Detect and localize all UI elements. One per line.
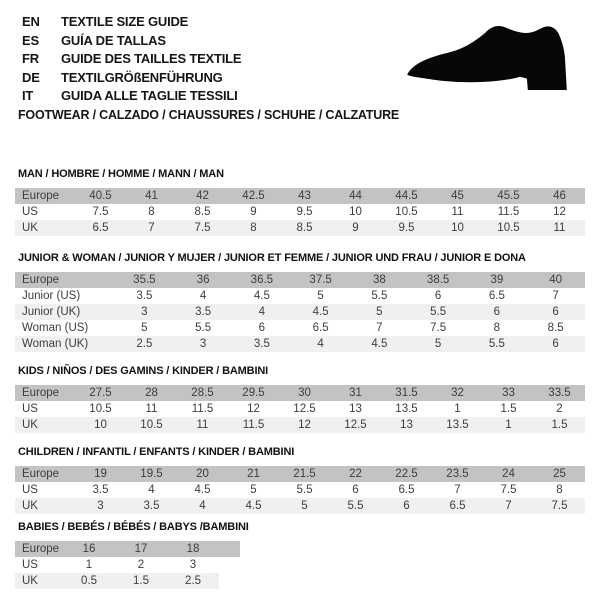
language-code: IT: [22, 88, 34, 103]
size-cell: 4: [148, 484, 155, 496]
size-cell: 4: [258, 306, 266, 318]
size-cell: 42: [196, 190, 209, 202]
size-tables: [15, 168, 585, 589]
size-cell: 8: [250, 222, 257, 234]
language-code: FR: [22, 51, 39, 66]
row-label: UK: [22, 222, 38, 234]
size-cell: 13: [400, 419, 413, 431]
section-title-children: CHILDREN / INFANTIL / ENFANTS / KINDER / BAMBINI: [18, 446, 295, 458]
language-label: TEXTILE SIZE GUIDE: [61, 14, 189, 29]
size-cell: 33: [502, 387, 515, 399]
size-cell: 22.5: [395, 468, 418, 480]
size-cell: 8: [493, 322, 501, 334]
size-cell: 5: [434, 338, 442, 350]
section-title-junior-woman: JUNIOR & WOMAN / JUNIOR Y MUJER / JUNIOR ET FEMME / JUNIOR UND FRAU / JUNIOR E DONA: [18, 252, 526, 264]
size-table: [15, 541, 585, 589]
size-cell: 11: [553, 222, 566, 234]
size-cell: 20: [196, 468, 209, 480]
row-label: UK: [22, 575, 38, 587]
size-cell: 44: [349, 190, 362, 202]
size-cell: 1: [505, 419, 512, 431]
row-label: Junior (US): [22, 290, 81, 302]
size-cell: 5.5: [371, 290, 388, 302]
row-label: US: [22, 484, 38, 496]
size-cell: 2.5: [136, 338, 153, 350]
size-cell: 28.5: [191, 387, 214, 399]
size-table-section-children: [15, 446, 585, 514]
size-cell: 7.5: [430, 322, 447, 334]
size-table-section-man: [15, 168, 585, 236]
row-label: US: [22, 559, 38, 571]
table-row-us: [15, 482, 585, 498]
size-cell: 6: [258, 322, 266, 334]
table-row-woman-uk: [15, 336, 585, 352]
size-cell: 32: [451, 387, 464, 399]
size-cell: 10.5: [89, 403, 112, 415]
language-code: ES: [22, 32, 39, 48]
size-cell: 43: [298, 190, 311, 202]
size-cell: 42.5: [242, 190, 265, 202]
size-table-section-kids: [15, 365, 585, 433]
size-cell: 11: [196, 419, 209, 431]
size-cell: 28: [145, 387, 158, 399]
size-cell: 29.5: [242, 387, 265, 399]
size-cell: 7.5: [551, 500, 568, 512]
size-cell: 12: [298, 419, 311, 431]
size-cell: 17: [134, 543, 148, 555]
size-table-section-junior-woman: [15, 252, 585, 352]
size-cell: 4: [317, 338, 324, 350]
size-cell: 7: [505, 500, 512, 512]
size-cell: 4: [199, 500, 206, 512]
language-row: [22, 69, 241, 88]
table-row-us: [15, 557, 219, 573]
size-cell: 3.5: [253, 338, 270, 350]
size-cell: 41: [145, 190, 158, 202]
size-cell: 39: [490, 274, 504, 286]
table-row-europe: [15, 541, 240, 557]
size-cell: 6.5: [92, 222, 109, 234]
size-cell: 3: [97, 500, 104, 512]
section-title-kids: KIDS / NIÑOS / DES GAMINS / KINDER / BAMBINI: [18, 365, 269, 377]
size-cell: 45: [451, 190, 464, 202]
row-label: US: [22, 403, 38, 415]
size-cell: 1.5: [133, 575, 149, 587]
language-label: TEXTILGRÖßENFÜHRUNG: [61, 69, 223, 85]
size-cell: 31.5: [395, 387, 418, 399]
size-cell: 12: [247, 403, 260, 415]
size-cell: 6.5: [449, 500, 466, 512]
language-header-block: [22, 13, 241, 106]
size-cell: 8.5: [296, 222, 313, 234]
row-label: US: [22, 206, 38, 218]
size-cell: 3.5: [92, 484, 109, 496]
size-table-section-babies: [15, 521, 585, 589]
size-cell: 31: [349, 387, 362, 399]
size-cell: 8: [148, 206, 155, 218]
table-row-junior-us: [15, 288, 585, 304]
size-table: [15, 272, 585, 352]
size-cell: 21: [247, 468, 260, 480]
size-cell: 40: [549, 274, 563, 286]
size-cell: 10: [349, 206, 362, 218]
size-cell: 40.5: [89, 190, 112, 202]
row-label: Woman (US): [22, 322, 89, 334]
size-cell: 45.5: [497, 190, 520, 202]
section-title-babies: BABIES / BEBÉS / BÉBÉS / BABYS /BAMBINI: [18, 521, 249, 533]
size-cell: 5.5: [195, 322, 212, 334]
size-cell: 36: [196, 274, 210, 286]
size-cell: 11: [451, 206, 464, 218]
size-cell: 10.5: [497, 222, 520, 234]
size-cell: 3: [199, 338, 207, 350]
size-cell: 5: [250, 484, 257, 496]
size-cell: 12: [553, 206, 566, 218]
size-cell: 6: [352, 484, 359, 496]
size-cell: 12.5: [344, 419, 367, 431]
size-cell: 0.5: [81, 575, 97, 587]
size-cell: 7: [376, 322, 383, 334]
table-row-uk: [15, 220, 585, 236]
size-cell: 6.5: [488, 290, 505, 302]
size-cell: 4: [199, 290, 207, 302]
size-cell: 6.5: [312, 322, 329, 334]
size-cell: 5.5: [347, 500, 364, 512]
size-cell: 4.5: [245, 500, 262, 512]
size-cell: 7: [552, 290, 559, 302]
table-row-uk: [15, 498, 585, 514]
size-cell: 30: [298, 387, 311, 399]
size-cell: 1.5: [500, 403, 517, 415]
size-cell: 35.5: [133, 274, 156, 286]
table-row-europe: [15, 385, 585, 401]
size-cell: 9: [250, 206, 257, 218]
row-label: Europe: [22, 274, 60, 286]
size-cell: 21.5: [293, 468, 316, 480]
size-cell: 1: [454, 403, 461, 415]
language-row: [22, 87, 241, 106]
size-cell: 3.5: [143, 500, 160, 512]
size-cell: 44.5: [395, 190, 418, 202]
size-cell: 36.5: [250, 274, 274, 286]
row-label: UK: [22, 419, 38, 431]
size-cell: 6: [434, 290, 442, 302]
table-row-europe: [15, 466, 585, 482]
language-row: [22, 50, 241, 69]
size-cell: 11.5: [191, 403, 214, 415]
size-cell: 1: [85, 559, 93, 571]
language-label: GUIDA ALLE TAGLIE TESSILI: [61, 88, 238, 103]
size-cell: 38: [372, 274, 386, 286]
size-table: [15, 385, 585, 433]
size-cell: 5.5: [296, 484, 313, 496]
size-cell: 3.5: [136, 290, 153, 302]
row-label: Europe: [22, 190, 60, 202]
size-cell: 2: [556, 403, 563, 415]
size-cell: 18: [186, 543, 200, 555]
language-code: EN: [22, 14, 40, 29]
size-cell: 7.5: [194, 222, 211, 234]
section-title-man: MAN / HOMBRE / HOMME / MANN / MAN: [18, 168, 224, 180]
row-label: Europe: [22, 468, 60, 480]
size-cell: 46: [553, 190, 566, 202]
size-cell: 7: [454, 484, 461, 496]
size-cell: 4.5: [253, 290, 270, 302]
size-cell: 11: [145, 403, 158, 415]
size-cell: 6: [552, 306, 559, 318]
size-cell: 3.5: [195, 306, 212, 318]
table-row-europe: [15, 272, 585, 288]
size-cell: 3: [189, 559, 197, 571]
size-cell: 4.5: [312, 306, 329, 318]
size-cell: 2: [137, 559, 145, 571]
size-cell: 25: [553, 468, 566, 480]
size-cell: 11.5: [497, 206, 520, 218]
size-cell: 8: [556, 484, 563, 496]
size-cell: 23.5: [446, 468, 469, 480]
row-label: Junior (UK): [22, 306, 81, 318]
row-label: Europe: [22, 387, 60, 399]
size-cell: 5: [317, 290, 324, 302]
category-line: FOOTWEAR / CALZADO / CHAUSSURES / SCHUHE / CALZATURE: [18, 108, 400, 122]
size-cell: 37.5: [309, 274, 332, 286]
table-row-junior-uk: [15, 304, 585, 320]
table-row-uk: [15, 573, 219, 589]
row-label: UK: [22, 500, 38, 512]
table-row-uk: [15, 417, 585, 433]
size-cell: 3: [141, 306, 148, 318]
size-cell: 2.5: [185, 575, 201, 587]
table-row-woman-us: [15, 320, 585, 336]
table-row-us: [15, 204, 585, 220]
size-cell: 6: [493, 306, 501, 318]
size-table: [15, 466, 585, 514]
size-cell: 5.5: [488, 338, 505, 350]
size-cell: 13: [349, 403, 362, 415]
size-cell: 19.5: [140, 468, 163, 480]
size-cell: 38.5: [426, 274, 450, 286]
size-cell: 10: [94, 419, 107, 431]
size-cell: 13.5: [395, 403, 418, 415]
size-cell: 7.5: [500, 484, 517, 496]
row-label: Woman (UK): [22, 338, 89, 350]
size-cell: 4.5: [371, 338, 388, 350]
size-cell: 6: [552, 338, 559, 350]
size-cell: 6.5: [398, 484, 415, 496]
size-table: [15, 188, 585, 236]
row-label: Europe: [22, 543, 60, 555]
size-cell: 5.5: [430, 306, 447, 318]
size-cell: 5: [301, 500, 308, 512]
size-cell: 6: [403, 500, 410, 512]
size-cell: 27.5: [89, 387, 112, 399]
size-cell: 10: [451, 222, 464, 234]
size-cell: 10.5: [395, 206, 418, 218]
language-label: GUIDE DES TAILLES TEXTILE: [61, 51, 242, 66]
language-code: DE: [22, 69, 40, 85]
size-cell: 8.5: [194, 206, 211, 218]
size-cell: 33.5: [548, 387, 571, 399]
size-cell: 4.5: [194, 484, 211, 496]
size-cell: 8.5: [547, 322, 564, 334]
table-row-europe: [15, 188, 585, 204]
size-cell: 5: [141, 322, 148, 334]
size-cell: 22: [349, 468, 362, 480]
size-cell: 13.5: [446, 419, 469, 431]
dress-shoe-icon: [388, 14, 586, 109]
size-cell: 1.5: [551, 419, 568, 431]
language-label: GUÍA DE TALLAS: [61, 32, 166, 48]
size-cell: 7: [148, 222, 155, 234]
size-cell: 11.5: [242, 419, 265, 431]
size-cell: 10.5: [140, 419, 163, 431]
size-cell: 16: [82, 543, 96, 555]
size-cell: 12.5: [293, 403, 316, 415]
size-cell: 24: [502, 468, 515, 480]
table-row-us: [15, 401, 585, 417]
size-cell: 9: [352, 222, 359, 234]
size-cell: 19: [94, 468, 107, 480]
size-cell: 5: [376, 306, 383, 318]
size-cell: 9.5: [398, 222, 415, 234]
size-cell: 7.5: [92, 206, 109, 218]
language-row: [22, 32, 241, 51]
language-row: [22, 13, 241, 32]
size-cell: 9.5: [296, 206, 313, 218]
